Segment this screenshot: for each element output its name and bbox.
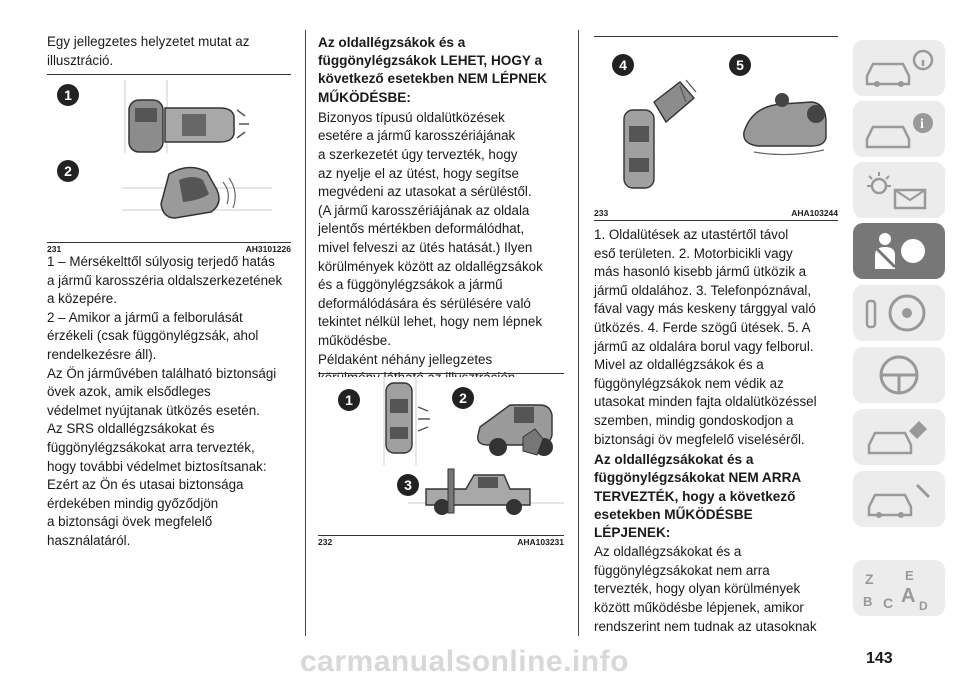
tab-car-service[interactable]: [853, 409, 945, 465]
intro-text: [47, 33, 292, 70]
right-body-text: 1. Oldalütések az utastértől távol eső területen. 2. Motorbicikli vagy más hasonló kisebb jármű ütközik a jármű oldalához. 3. Telefonpóznával, fával vagy más keskeny tárggyal való ütközés. 4. Ferde szögű ütések. 5. A jármű az oldalára borul vagy felborul. Mivel az oldallégzsákok és a függönylégzsákok nem védik az utasokat minden fajta oldalütközéssel szemben, mindig gondoskodjon a biztonsági öv megfelelő viseléséről.: [594, 227, 817, 447]
figure-231: [47, 78, 291, 254]
key-steering-icon: [861, 291, 937, 335]
figure-badge: 2: [452, 387, 474, 409]
figure-code: AH3101226: [245, 244, 291, 254]
middle-column: [318, 34, 568, 388]
tab-steering-wheel[interactable]: [853, 347, 945, 403]
figure-top-rule: [594, 36, 838, 37]
svg-text:i: i: [920, 117, 924, 132]
car-warning-icon: [861, 107, 937, 151]
lights-message-icon: [861, 168, 937, 212]
alphabetical-index-icon: [861, 566, 937, 610]
figure-top-rule: [47, 74, 291, 75]
tab-car-warning[interactable]: [853, 101, 945, 157]
figure-code: AHA103231: [517, 537, 564, 547]
figure-number: 232: [318, 537, 333, 547]
tab-car-tools[interactable]: [853, 471, 945, 527]
svg-text:C: C: [883, 595, 894, 610]
right-column: [594, 226, 844, 636]
non-deploy-scenarios-illustration: [318, 377, 564, 527]
figure-bottom-rule: [318, 535, 564, 536]
tab-lights-message[interactable]: [853, 162, 945, 218]
car-info-icon: [861, 46, 937, 90]
figure-badge: 1: [57, 84, 79, 106]
svg-text:A: A: [901, 585, 916, 607]
figure-bottom-rule: [47, 242, 291, 243]
figure-badge: 2: [57, 160, 79, 182]
figure-bottom-rule: [594, 220, 838, 221]
tab-alphabetical-index[interactable]: [853, 560, 945, 616]
figure-badge: 4: [612, 54, 634, 76]
steering-wheel-icon: [861, 353, 937, 397]
figure-number: 231: [47, 244, 62, 254]
figure-number: 233: [594, 208, 609, 218]
figure-233: [594, 40, 838, 218]
figure-top-rule: [318, 373, 564, 374]
figure-232: [318, 377, 564, 547]
left-body: [47, 253, 297, 551]
tab-key-steering[interactable]: [853, 285, 945, 341]
watermark: carmanualsonline.info: [300, 645, 629, 678]
car-tools-icon: [861, 477, 937, 521]
svg-text:Z: Z: [865, 571, 874, 587]
section-heading: Az oldallégzsákokat és a függönylégzsákokat NEM ARRA TERVEZTÉK, hogy a következő esetekben MŰKÖDÉSBE LÉPJENEK:: [594, 452, 802, 540]
tab-car-info[interactable]: [853, 40, 945, 96]
right-body-text-2: Az oldallégzsákokat és a függönylégzsákokat nem arra tervezték, hogy olyan körülmények között működésbe lépjenek, amikor rendszerint nem tudnak az utasoknak: [594, 544, 817, 634]
svg-text:B: B: [863, 594, 873, 609]
car-service-icon: [861, 415, 937, 459]
left-body-text: 1 – Mérsékelttől súlyosig terjedő hatás a jármű karosszéria oldalszerkezetének a közepére. 2 – Amikor a jármű a felborulását érzékeli (csak függönylégzsák, ahol rendelkezésre áll). Az Ön járművében található biztonsági övek azok, amik elsődleges védelmet nyújtanak ütközés esetén. Az SRS oldallégzsákokat és függönylégzsákokat arra tervezték, hogy további védelmet biztosítsanak: Ezért az Ön és utasai biztonsága érdekében mindig győződjön a biztonsági övek megfelelő használatáról.: [47, 254, 283, 548]
oblique-rollover-illustration: [594, 40, 838, 200]
airbag-seatbelt-icon: [861, 229, 937, 273]
figure-badge: 3: [397, 474, 419, 496]
svg-text:D: D: [919, 599, 928, 610]
section-heading: Az oldallégzsákok és a függönylégzsákok LEHET, HOGY a következő esetekben NEM LÉPNEK MŰKÖDÉSBE:: [318, 35, 547, 105]
column-divider: [305, 30, 306, 636]
page-number: 143: [866, 650, 893, 667]
figure-badge: 5: [729, 54, 751, 76]
intro-line: Egy jellegzetes helyzetet mutat az: [47, 34, 250, 49]
figure-badge: 1: [338, 389, 360, 411]
tab-airbag-seatbelt[interactable]: [853, 223, 945, 279]
figure-code: AHA103244: [791, 208, 838, 218]
column-divider: [578, 30, 579, 636]
side-impact-illustration: [47, 78, 291, 236]
middle-body-text: Bizonyos típusú oldalütközések esetére a jármű karosszériájának a szerkezetét úgy tervezték, hogy az nyelje el az ütést, hogy segítse megvédeni az utasokat a sérüléstől. (A jármű karosszériájának az oldala jelentős mértékben deformálódhat, mivel felveszi az ütés hatását.) Ilyen körülmények között az oldallégzsákok és a függönylégzsákok a jármű deformálódására és sérülésére való tekintet nélkül lehet, hogy nem lépnek működésbe. Példaként néhány jellegzetes: [318, 109, 543, 367]
intro-line: illusztráció.: [47, 52, 114, 68]
svg-text:E: E: [905, 568, 914, 583]
